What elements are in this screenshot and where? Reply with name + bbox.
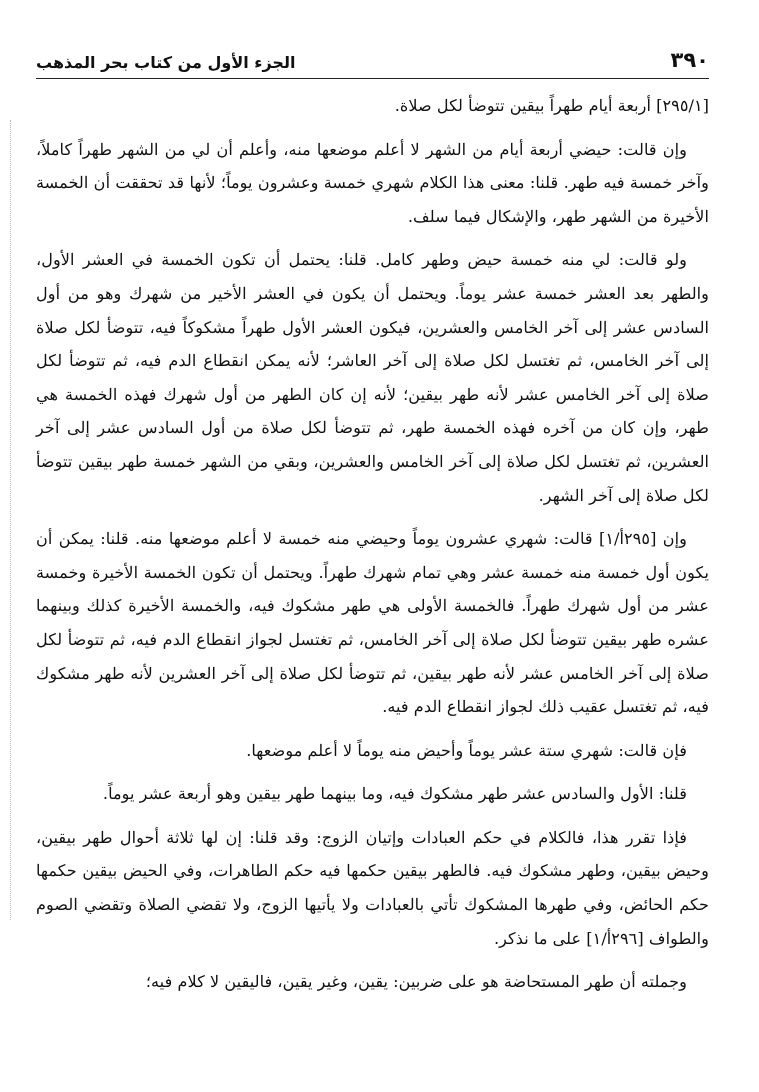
page-header [36, 40, 709, 79]
paragraph: ولو قالت: لي منه خمسة حيض وطهر كامل. قلنا: يحتمل أن تكون الخمسة في العشر الأول، والطهر بعد العشر خمسة عشر يوماً. ويحتمل أن يكون في العشر الأخير من شهرك وهو من أول السادس عشر إلى آخر الخامس والعشرين، فيكون العشر الأول طهراً مشكوكاً فيه، تتوضأ لكل صلاة إلى آخر الخامس، ثم تغتسل لكل صلاة إلى آخر العاشر؛ لأنه يمكن انقطاع الدم فيه، ثم تتوضأ لكل صلاة إلى آخر الخامس عشر لأنه طهر بيقين؛ لأنه إن كان الطهر من أول شهرك فهذه الخمسة هي طهر، وإن كان من آخره فهذه الخمسة طهر، ثم تتوضأ لكل صلاة من أول السادس عشر إلى آخر العشرين، ثم تغتسل لكل صلاة إلى آخر الخامس والعشرين، وبقي من الشهر خمسة طهر بيقين تتوضأ لكل صلاة إلى آخر الشهر. [36, 250, 709, 505]
paragraph: وجملته أن طهر المستحاضة هو على ضربين: يقين، وغير يقين، فاليقين لا كلام فيه؛ [145, 972, 687, 992]
page-number: ٣٩٠ [670, 48, 709, 72]
paragraph: وإن قالت: حيضي أربعة أيام من الشهر لا أعلم موضعها منه، وأعلم أن لي من الشهر طهراً كاملاً، وآخر خمسة فيه طهر. قلنا: معنى هذا الكلام شهري خمسة وعشرون يوماً؛ لأنها قد تحققت أن الخمسة الأخيرة من الشهر طهر، والإشكال فيما سلف. [36, 139, 709, 226]
paragraph: قلنا: الأول والسادس عشر طهر مشكوك فيه، وما بينهما طهر بيقين وهو أربعة عشر يوماً. [102, 784, 687, 804]
paragraph: [٢٩٥/١] أربعة أيام طهراً بيقين تتوضأ لكل صلاة. [394, 96, 709, 115]
paragraph: فإذا تقرر هذا، فالكلام في حكم العبادات وإتيان الزوج: وقد قلنا: إن لها ثلاثة أحوال طهر بيقين، وحيض بيقين، وطهر مشكوك فيه. فالطهر بيقين حكمها فيه حكم الطاهرات، وفي الحيض بيقين حكمها حكم الحائض، وفي طهرها المشكوك تأتي بالعبادات ولا يأتيها الزوج، ولا تقضي الصلاة وتقضي الصوم والطواف [٢٩٦أ/١] على ما نذكر. [36, 827, 709, 948]
page-body [36, 89, 709, 999]
paragraph: فإن قالت: شهري ستة عشر يوماً وأحيض منه يوماً لا أعلم موضعها. [246, 740, 687, 760]
paragraph: وإن [٢٩٥أ/١] قالت: شهري عشرون يوماً وحيضي منه خمسة لا أعلم موضعها منه. قلنا: يمكن أن يكون أول خمسة منه خمسة عشر وهي تمام شهرك طهراً. ويحتمل أن تكون الخمسة الأخيرة وخمسة عشر من أول شهرك طهراً. فالخمسة الأولى هي طهر مشكوك فيه، والخمسة الأخيرة كذلك وبينهما عشره طهر بيقين تتوضأ لكل صلاة إلى آخر الخامس، ثم تغتسل لجواز انقطاع الدم فيه، ثم تتوضأ لكل صلاة إلى آخر الخامس عشر لأنه طهر بيقين، ثم تتوضأ لكل صلاة إلى آخر العشرين لأنه طهر مشكوك فيه، ثم تغتسل عقيب ذلك لجواز انقطاع الدم فيه. [36, 529, 709, 717]
margin-rule [10, 120, 11, 920]
running-title: الجزء الأول من كتاب بحر المذهب [36, 53, 296, 72]
